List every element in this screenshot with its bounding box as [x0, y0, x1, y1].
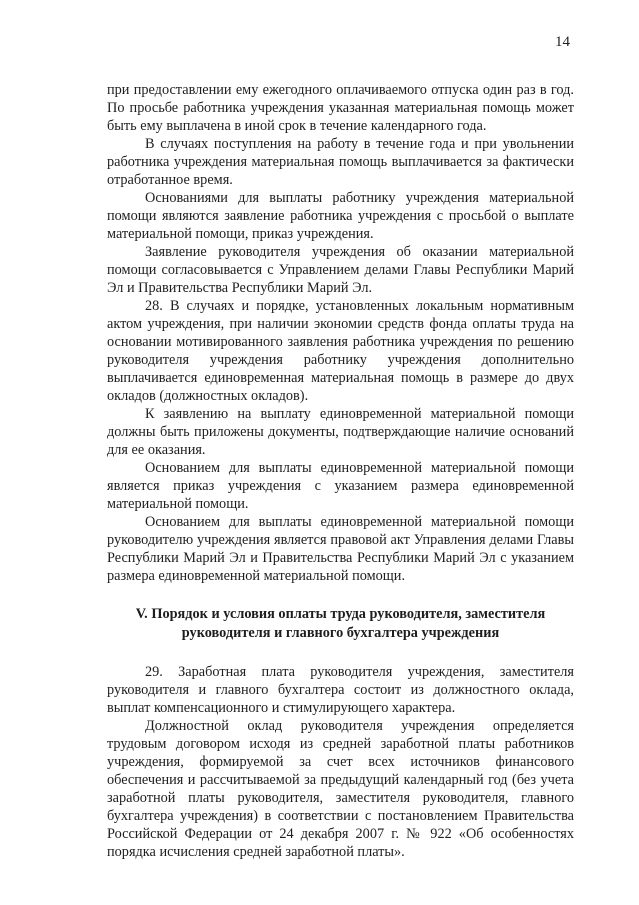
paragraph: при предоставлении ему ежегодного оплачиваемого отпуска один раз в год. По просьбе работника учреждения указанная материальная помощь может быть ему выплачена в иной срок в течение календарного года.	[107, 82, 574, 134]
paragraph: Основанием для выплаты единовременной материальной помощи является приказ учреждения с указанием размера единовременной материальной помощи.	[107, 460, 574, 512]
paragraph: Основанием для выплаты единовременной материальной помощи руководителю учреждения является правовой акт Управления делами Главы Республики Марий Эл и Правительства Республики Марий Эл с указанием размера единовременной материальной помощи.	[107, 514, 574, 584]
paragraph: Должностной оклад руководителя учреждения определяется трудовым договором исходя из средней заработной платы работников учреждения, формируемой за счет всех источников финансового обеспечения и рассчитываемой за предыдущий календарный год (без учета заработной платы руководителя, заместителя руководителя, главного бухгалтера учреждения) в соответствии с постановлением Правительства Российской Федерации от 24 декабря 2007 г. № 922 «Об особенностях порядка исчисления средней заработной платы».	[107, 718, 574, 860]
paragraph: Основаниями для выплаты работнику учреждения материальной помощи являются заявление работника учреждения с просьбой о выплате материальной помощи, приказ учреждения.	[107, 190, 574, 242]
section-heading	[107, 605, 574, 643]
section-heading-line: V. Порядок и условия оплаты труда руководителя, заместителя	[135, 606, 546, 622]
section-heading-line: руководителя и главного бухгалтера учреждения	[181, 625, 500, 641]
document-body	[107, 81, 574, 861]
paragraph: В случаях поступления на работу в течение года и при увольнении работника учреждения материальная помощь выплачивается за фактически отработанное время.	[107, 136, 574, 188]
paragraph: 28. В случаях и порядке, установленных локальным нормативным актом учреждения, при наличии экономии средств фонда оплаты труда на основании мотивированного заявления работника учреждения по решению руководителя учреждения работнику учреждения дополнительно выплачивается единовременная материальная помощь в размере до двух окладов (должностных окладов).	[107, 298, 574, 404]
paragraph: 29. Заработная плата руководителя учреждения, заместителя руководителя и главного бухгалтера состоит из должностного оклада, выплат компенсационного и стимулирующего характера.	[107, 664, 574, 716]
paragraph: К заявлению на выплату единовременной материальной помощи должны быть приложены документы, подтверждающие наличие оснований для ее оказания.	[107, 406, 574, 458]
paragraph: Заявление руководителя учреждения об оказании материальной помощи согласовывается с Управлением делами Главы Республики Марий Эл и Правительства Республики Марий Эл.	[107, 244, 574, 296]
page-number: 14	[555, 34, 570, 50]
